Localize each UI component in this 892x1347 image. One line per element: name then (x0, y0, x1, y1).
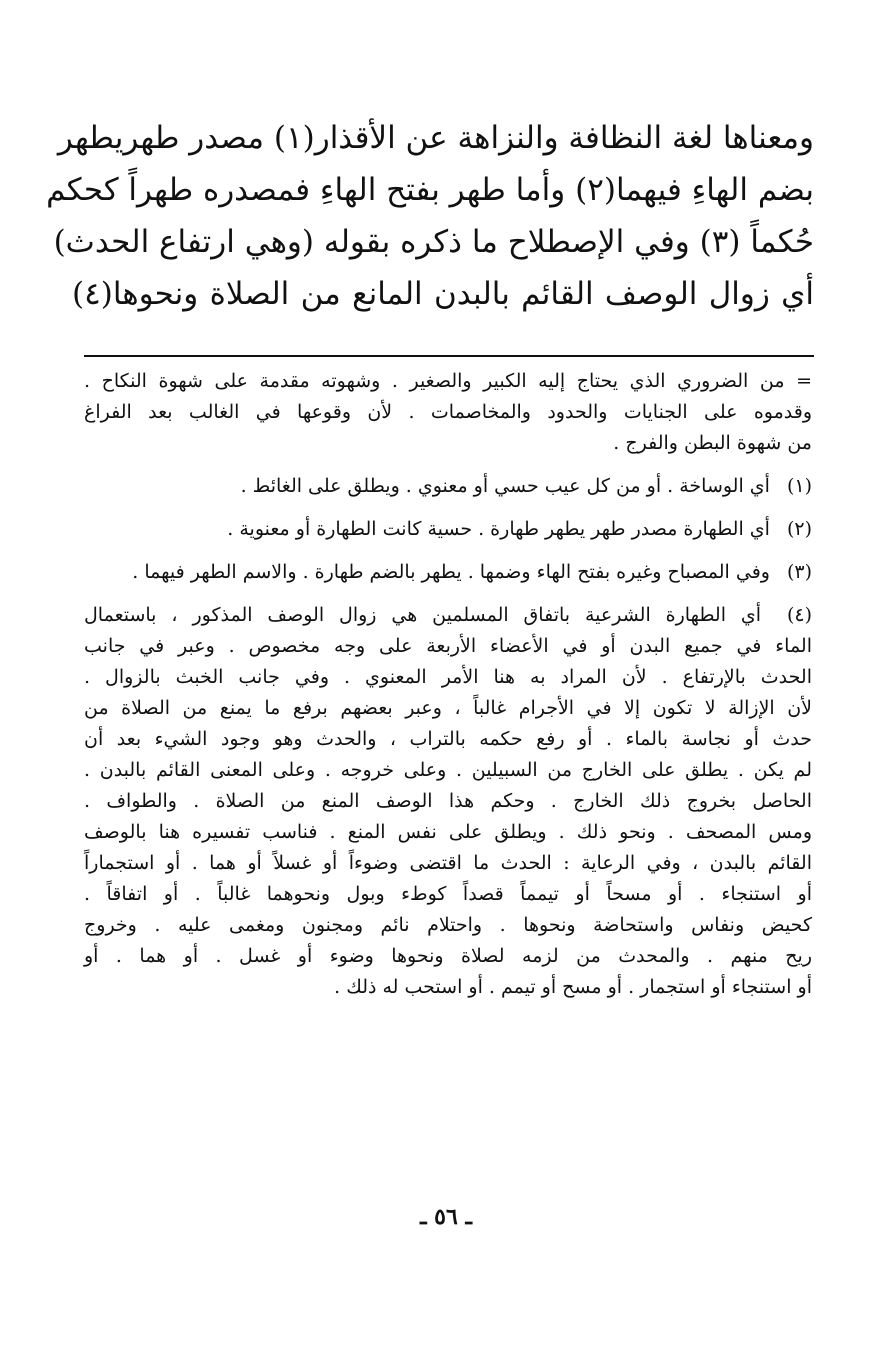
main-text-block (46, 112, 814, 320)
footnote-divider (84, 355, 814, 357)
footnote-4-line-7: الحاصل بخروج ذلك الخارج . وحكم هذا الوصف المنع من الصلاة . والطواف . (84, 790, 812, 812)
main-text (46, 112, 814, 320)
footnote-4-line-11: كحيض ونفاس واستحاضة ونحوها . واحتلام نائم ومجنون ومغمى عليه . وخروج (84, 914, 812, 936)
footnote-4-line-6: لم يكن . يطلق على الخارج من السبيلين . وعلى خروجه . وعلى المعنى القائم بالبدن . (84, 759, 812, 781)
footnote-4-text-1: أي الطهارة الشرعية باتفاق المسلمين هي زوال الوصف المذكور ، باستعمال (84, 604, 762, 626)
footnote-4 (84, 600, 812, 1003)
footnote-continuation-line-2: وقدموه على الجنايات والحدود والمخاصمات . لأن وقوعها في الغالب بعد الفراغ (84, 401, 812, 423)
footnote-1 (84, 471, 812, 502)
footnote-4-line-8: ومس المصحف . ونحو ذلك . ويطلق على نفس المنع . فناسب تفسيره هنا بالوصف (84, 821, 812, 843)
footnotes (84, 366, 812, 1015)
footnote-4-line-9: القائم بالبدن ، وفي الرعاية : الحدث ما اقتضى وضوءاً أو غسلاً أو هما . أو استجماراً (84, 852, 812, 874)
footnote-4-line-10: أو استنجاء . أو مسحاً أو تيمماً قصداً كوطء وبول ونحوهما غالباً . أو اتفاقاً . (84, 883, 812, 905)
footnote-2 (84, 514, 812, 545)
footnote-4-line-4: لأن الإزالة لا تكون إلا في الأجرام غالباً ، وعبر بعضهم برفع ما يمنع من الصلاة من (84, 697, 812, 719)
footnote-2-number: (٢) (786, 518, 812, 540)
footnote-2-line (84, 514, 812, 545)
footnote-3 (84, 557, 812, 588)
footnote-4-line-5: حدث أو نجاسة بالماء . أو رفع حكمه بالتراب ، والحدث وهو وجود الشيء بعد أن (84, 728, 812, 750)
footnote-3-line (84, 557, 812, 588)
footnote-4-line-1 (84, 600, 812, 631)
footnote-4-line-2: الماء في جميع البدن أو في الأعضاء الأربعة على وجه مخصوص . وعبر في جانب (84, 635, 812, 657)
footnote-1-number: (١) (786, 475, 812, 497)
main-text-line-2: بضم الهاءِ فيهما(٢) وأما طهر بفتح الهاءِ فمصدره طهراً كحكم (46, 172, 814, 208)
footnote-continuation-line-1: = من الضروري الذي يحتاج إليه الكبير والصغير . وشهوته مقدمة على شهوة النكاح . (84, 370, 812, 392)
main-text-line-4: أي زوال الوصف القائم بالبدن المانع من الصلاة ونحوها(٤) (72, 276, 814, 312)
footnote-2-text: أي الطهارة مصدر طهر يطهر طهارة . حسية كانت الطهارة أو معنوية . (227, 518, 770, 540)
footnote-continuation-line-3: من شهوة البطن والفرج . (613, 432, 812, 454)
footnote-1-line (84, 471, 812, 502)
main-text-line-1: ومعناها لغة النظافة والنزاهة عن الأقذار(١) مصدر طهريطهر (57, 120, 814, 156)
footnote-3-text: وفي المصباح وغيره بفتح الهاء وضمها . يطهر بالضم طهارة . والاسم الطهر فيهما . (132, 561, 770, 583)
footnote-4-line-3: الحدث بالإرتفاع . لأن المراد به هنا الأمر المعنوي . وفي جانب الخبث بالزوال . (84, 666, 812, 688)
footnote-4-line-13: أو استنجاء أو استجمار . أو مسح أو تيمم . أو استحب له ذلك . (334, 976, 812, 998)
footnote-1-text: أي الوساخة . أو من كل عيب حسي أو معنوي . ويطلق على الغائط . (240, 475, 770, 497)
page-number: ـ ٥٦ ـ (420, 1204, 472, 1230)
footnote-4-number: (٤) (786, 604, 812, 626)
footnote-4-line-12: ريح منهم . والمحدث من لزمه لصلاة ونحوها وضوء أو غسل . أو هما . أو (84, 945, 812, 967)
footnote-continuation (84, 366, 812, 459)
footnote-3-number: (٣) (786, 561, 812, 583)
main-text-line-3: حُكماً (٣) وفي الإصطلاح ما ذكره بقوله (وهي ارتفاع الحدث) (53, 224, 814, 260)
